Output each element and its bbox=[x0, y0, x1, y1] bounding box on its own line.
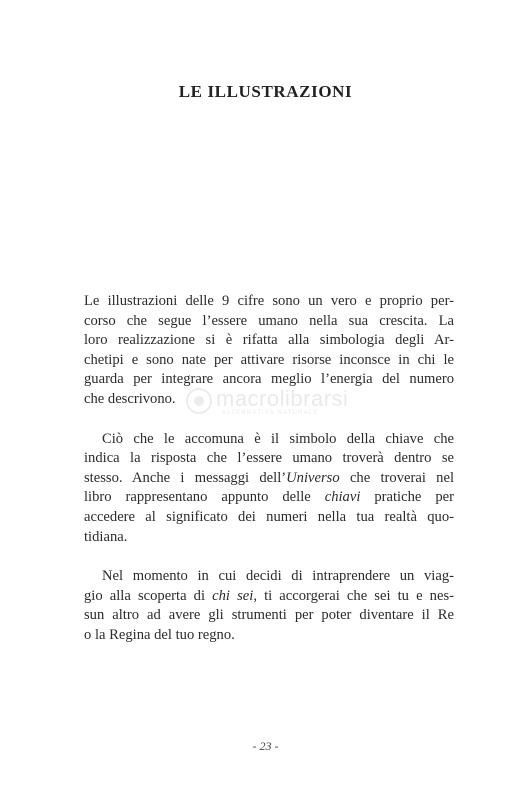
paragraph-line: indica la risposta che l’essere umano troverà dentro se bbox=[84, 450, 454, 467]
paragraph-line: guarda per integrare ancora meglio l’energia del numero bbox=[84, 371, 454, 388]
paragraph-line: sun altro ad avere gli strumenti per poter diventare il Re bbox=[84, 607, 454, 624]
paragraph-1 bbox=[84, 292, 454, 410]
paragraph-line: Nel momento in cui decidi di intraprendere un viag- bbox=[102, 568, 454, 585]
italic-word: Universo bbox=[286, 469, 340, 486]
body-text bbox=[84, 292, 454, 666]
watermark-subtitle: ALTERNATIVA NATURALE bbox=[222, 410, 319, 416]
paragraph-line: Ciò che le accomuna è il simbolo della chiave che bbox=[102, 430, 454, 447]
paragraph-line: stesso. Anche i messaggi dell’Universo che troverai nel bbox=[84, 469, 454, 486]
paragraph-line: tidiana. bbox=[84, 528, 128, 545]
paragraph-line: chetipi e sono nate per attivare risorse inconsce in chi le bbox=[84, 351, 454, 368]
paragraph-line: gio alla scoperta di chi sei, ti accorgerai che sei tu e nes- bbox=[84, 587, 454, 604]
italic-word: chi sei, bbox=[212, 587, 257, 604]
italic-word: chiavi bbox=[324, 489, 361, 506]
paragraph-line: Le illustrazioni delle 9 cifre sono un vero e proprio per- bbox=[84, 293, 454, 309]
paragraph-line: o la Regina del tuo regno. bbox=[84, 626, 235, 643]
paragraph-3 bbox=[84, 567, 454, 645]
paragraph-line: corso che segue l’essere umano nella sua crescita. La bbox=[84, 312, 454, 329]
paragraph-line: loro realizzazione si è rifatta alla simbologia degli Ar- bbox=[84, 332, 454, 349]
watermark-name: macrolibrarsi bbox=[216, 386, 349, 411]
paragraph-line: accedere al significato dei numeri nella tua realtà quo- bbox=[84, 508, 454, 525]
paragraph-line: che descrivono. bbox=[84, 390, 176, 407]
paragraph-line: libro rappresentano appunto delle chiavi pratiche per bbox=[84, 489, 454, 506]
paragraph-2 bbox=[84, 430, 454, 548]
chapter-title: LE ILLUSTRAZIONI bbox=[178, 82, 353, 101]
page-number: - 23 - bbox=[252, 739, 279, 753]
